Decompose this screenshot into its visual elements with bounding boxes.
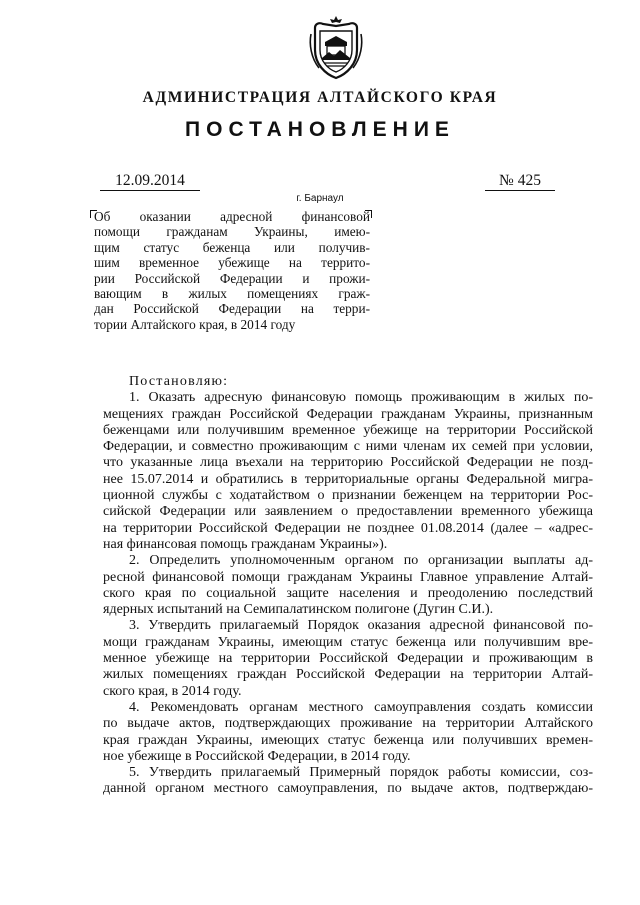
body-line: ядерных испытаний на Семипалатинском полигоне (Дугин С.И.). xyxy=(103,602,494,618)
body-line: что указанные лица въехали на территорию Российской Федерации не позд- xyxy=(103,455,593,471)
body-line: 4. Рекомендовать органам местного самоуправления создать комиссии xyxy=(129,699,593,715)
document-body xyxy=(103,374,593,798)
body-line: ресной финансовой помощи гражданам Украины Главное управление Алтай- xyxy=(103,569,593,585)
document-city: г. Барнаул xyxy=(296,193,344,204)
body-line: 1. Оказать адресную финансовую помощь проживающим в жилых по- xyxy=(129,390,593,406)
title-line: шим временное убежище на террито- xyxy=(94,255,370,271)
title-line: рии Российской Федерации и прожи- xyxy=(94,270,370,286)
body-line: ского края, в 2014 году. xyxy=(103,683,242,699)
document-date: 12.09.2014 xyxy=(100,172,200,191)
title-line: щим статус беженца или получив- xyxy=(94,239,370,255)
body-line: мощи гражданам Украины, имеющим статус беженца или получившим вре- xyxy=(103,634,593,650)
document-number: № 425 xyxy=(485,172,555,191)
body-line: 2. Определить уполномоченным органом по организации выплаты ад- xyxy=(129,553,593,569)
body-line: ционной службы с ходатайством о признании беженцем на территории Рос- xyxy=(103,488,593,504)
body-line: 3. Утвердить прилагаемый Порядок оказания адресной финансовой по- xyxy=(129,618,593,634)
body-line: беженцами или получившим временное убежище на территории Российской xyxy=(103,422,593,438)
title-line: помощи гражданам Украины, имею- xyxy=(94,224,370,240)
body-line: Постановляю: xyxy=(129,374,229,389)
document-type-heading: ПОСТАНОВЛЕНИЕ xyxy=(185,118,455,141)
body-line: на территории Российской Федерации не позднее 01.08.2014 (далее – «адрес- xyxy=(103,520,593,536)
title-line: Об оказании адресной финансовой xyxy=(94,209,370,224)
body-line: данной органом местного самоуправления, по выдаче актов, подтверждаю- xyxy=(103,781,593,797)
coat-of-arms-emblem xyxy=(307,14,365,80)
body-line: края граждан Украины, имеющих статус беженца или получивших времен- xyxy=(103,732,593,748)
body-line: по выдаче актов, подтверждающих проживание на территории Алтайского xyxy=(103,716,593,732)
body-line: ского края по социальной защите населения и преодолению последствий xyxy=(103,585,593,601)
title-line: вающим в жилых помещениях граж- xyxy=(94,286,370,302)
body-line: 5. Утвердить прилагаемый Примерный порядок работы комиссии, соз- xyxy=(129,765,593,781)
organization-name: АДМИНИСТРАЦИЯ АЛТАЙСКОГО КРАЯ xyxy=(142,89,498,106)
body-line: сийской Федерации или заявлением о предоставлении временного убежища xyxy=(103,504,593,520)
title-line: тории Алтайского края, в 2014 году xyxy=(94,316,296,332)
body-line: нее 15.07.2014 и обратились в территориальные органы Федеральной мигра- xyxy=(103,471,593,487)
body-line: Федерации, и совместно проживающим с ними членам их семей при условии, xyxy=(103,439,593,455)
title-line: дан Российской Федерации на терри- xyxy=(94,301,370,317)
body-line: ное убежище в Российской Федерации, в 2014 году. xyxy=(103,748,411,764)
body-line: жилых помещениях граждан Российской Федерации на территории Алтай- xyxy=(103,667,593,683)
document-title xyxy=(94,209,370,332)
body-line: менное убежище на территории Российской Федерации и проживающим в xyxy=(103,651,593,667)
body-line: ная финансовая помощь гражданам Украины»). xyxy=(103,536,388,552)
body-line: мещениях граждан Российской Федерации гражданам Украины, признанным xyxy=(103,406,593,422)
